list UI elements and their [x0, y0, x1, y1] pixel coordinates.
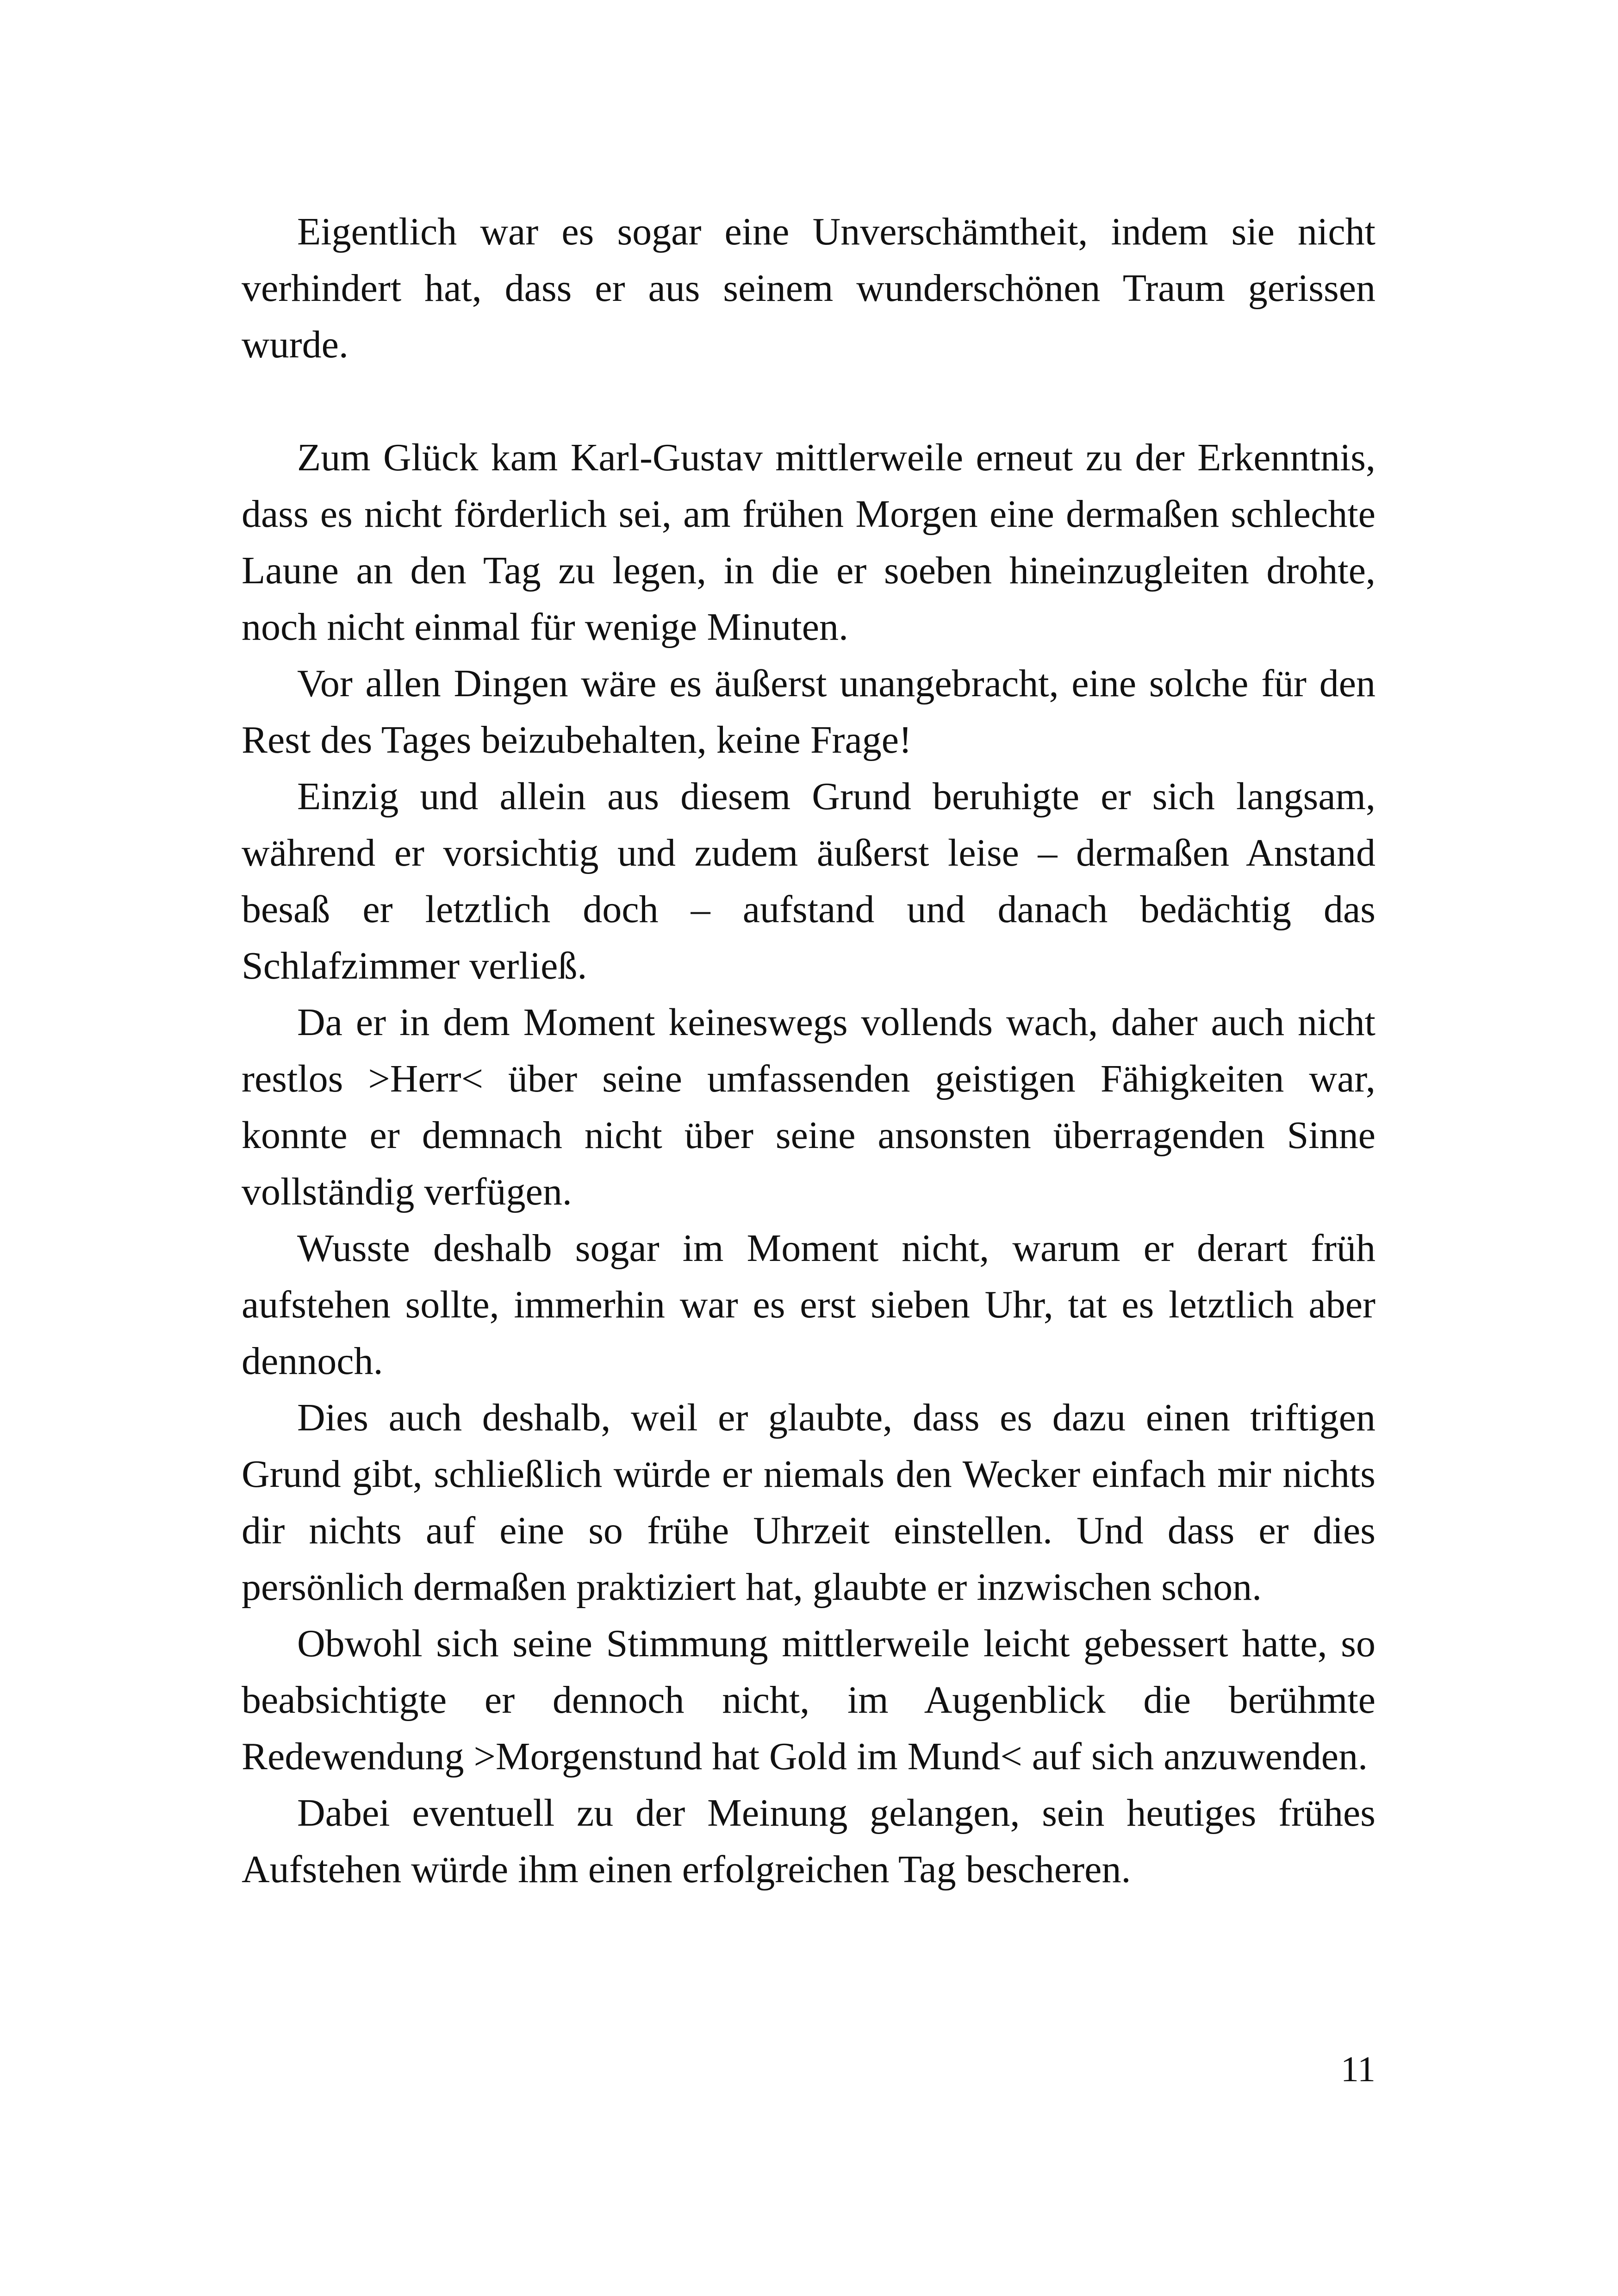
- paragraph-2: Zum Glück kam Karl-Gustav mittlerweile erneut zu der Erkenntnis, dass es nicht förderlich sei, am frühen Morgen eine dermaßen schlechte Laune an den Tag zu legen, in die er soeben hineinzugleiten drohte, noch nicht einmal für wenige Minuten.: [242, 436, 1375, 649]
- paragraph-3: Vor allen Dingen wäre es äußerst unangebracht, eine solche für den Rest des Tages beizubehalten, keine Frage!: [242, 662, 1375, 761]
- paragraph-4: Einzig und allein aus diesem Grund beruhigte er sich langsam, während er vorsichtig und zudem äußerst leise – dermaßen Anstand besaß er letztlich doch – aufstand und danach bedächtig das Schlafzimmer verließ.: [242, 775, 1375, 987]
- paragraph-9: Dabei eventuell zu der Meinung gelangen, sein heutiges frühes Aufstehen würde ihm einen erfolgreichen Tag bescheren.: [242, 1791, 1375, 1891]
- paragraph-7: Dies auch deshalb, weil er glaubte, dass es dazu einen triftigen Grund gibt, schließlich würde er niemals den Wecker einfach mir nichts dir nichts auf eine so frühe Uhrzeit einstellen. Und dass er dies persönlich dermaßen praktiziert hat, glaubte er inzwischen schon.: [242, 1396, 1375, 1609]
- page-number: 11: [1340, 2049, 1375, 2089]
- paragraph-6: Wusste deshalb sogar im Moment nicht, warum er derart früh aufstehen sollte, immerhin war es erst sieben Uhr, tat es letztlich aber dennoch.: [242, 1227, 1375, 1383]
- paragraph-8: Obwohl sich seine Stimmung mittlerweile leicht gebessert hatte, so beabsichtigte er dennoch nicht, im Augenblick die berühmte Redewendung >Morgenstund hat Gold im Mund< auf sich anzuwenden.: [242, 1622, 1375, 1778]
- body-text: [242, 204, 1375, 1898]
- paragraph-1: Eigentlich war es sogar eine Unverschämtheit, indem sie nicht verhindert hat, dass er aus seinem wunderschönen Traum gerissen wurde.: [242, 210, 1375, 366]
- paragraph-5: Da er in dem Moment keineswegs vollends wach, daher auch nicht restlos >Herr< über seine umfassenden geistigen Fähigkeiten war, konnte er demnach nicht über seine ansonsten überragenden Sinne vollständig verfügen.: [242, 1001, 1375, 1213]
